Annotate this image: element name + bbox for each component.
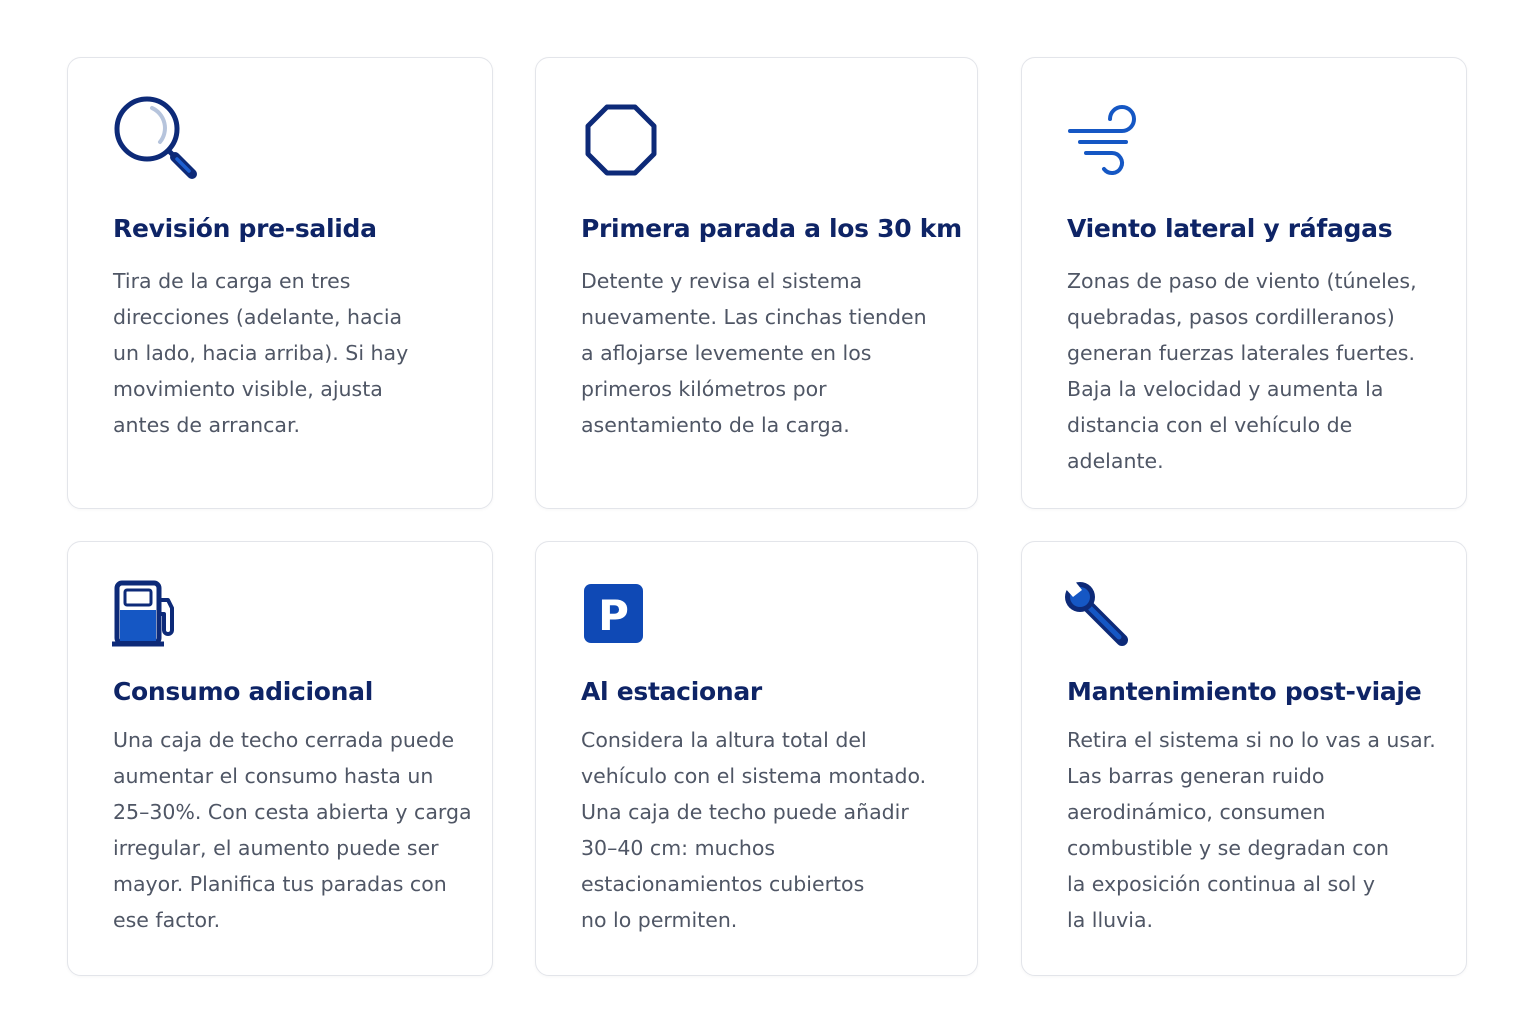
body-line: distancia con el vehículo de bbox=[1067, 413, 1353, 437]
card-title: Primera parada a los 30 km bbox=[581, 214, 962, 243]
octagon-stop-icon bbox=[584, 103, 658, 177]
body-line: Una caja de techo puede añadir bbox=[581, 800, 909, 824]
body-line: asentamiento de la carga. bbox=[581, 413, 850, 437]
body-line: mayor. Planifica tus paradas con bbox=[113, 872, 447, 896]
parking-icon bbox=[584, 584, 644, 644]
body-line: combustible y se degradan con bbox=[1067, 836, 1390, 860]
body-line: Detente y revisa el sistema bbox=[581, 269, 863, 293]
body-line: Tira de la carga en tres bbox=[113, 269, 351, 293]
tip-card-fuel-consumption bbox=[67, 541, 493, 976]
body-line: 30–40 cm: muchos bbox=[581, 836, 776, 860]
body-line: la lluvia. bbox=[1067, 908, 1154, 932]
wind-icon bbox=[1066, 100, 1146, 180]
wrench-icon bbox=[1062, 580, 1130, 648]
card-title: Consumo adicional bbox=[113, 677, 373, 706]
body-line: Baja la velocidad y aumenta la bbox=[1067, 377, 1384, 401]
body-line: aumentar el consumo hasta un bbox=[113, 764, 434, 788]
tip-card-pre-departure bbox=[67, 57, 493, 509]
body-line: antes de arrancar. bbox=[113, 413, 301, 437]
tip-card-parking bbox=[535, 541, 978, 976]
fuel-pump-icon bbox=[112, 580, 182, 650]
parking-letter: P bbox=[598, 591, 629, 640]
tip-card-first-stop bbox=[535, 57, 978, 509]
body-line: Zonas de paso de viento (túneles, bbox=[1067, 269, 1417, 293]
body-line: Considera la altura total del bbox=[581, 728, 867, 752]
card-body bbox=[113, 722, 472, 938]
body-line: 25–30%. Con cesta abierta y carga bbox=[113, 800, 472, 824]
card-title: Mantenimiento post-viaje bbox=[1067, 677, 1422, 706]
magnifying-glass-icon bbox=[112, 94, 202, 184]
card-title: Revisión pre-salida bbox=[113, 214, 377, 243]
card-body bbox=[1067, 722, 1436, 938]
card-body bbox=[1067, 263, 1417, 479]
body-line: no lo permiten. bbox=[581, 908, 738, 932]
body-line: nuevamente. Las cinchas tienden bbox=[581, 305, 927, 329]
body-line: generan fuerzas laterales fuertes. bbox=[1067, 341, 1415, 365]
body-line: un lado, hacia arriba). Si hay bbox=[113, 341, 409, 365]
body-line: quebradas, pasos cordilleranos) bbox=[1067, 305, 1395, 329]
tip-card-maintenance bbox=[1021, 541, 1467, 976]
body-line: vehículo con el sistema montado. bbox=[581, 764, 927, 788]
body-line: movimiento visible, ajusta bbox=[113, 377, 383, 401]
body-line: primeros kilómetros por bbox=[581, 377, 827, 401]
body-line: direcciones (adelante, hacia bbox=[113, 305, 403, 329]
card-body bbox=[581, 263, 927, 443]
body-line: estacionamientos cubiertos bbox=[581, 872, 865, 896]
body-line: irregular, el aumento puede ser bbox=[113, 836, 439, 860]
card-body bbox=[581, 722, 926, 938]
body-line: a aflojarse levemente en los bbox=[581, 341, 872, 365]
tip-card-crosswind bbox=[1021, 57, 1467, 509]
body-line: Una caja de techo cerrada puede bbox=[113, 728, 455, 752]
body-line: aerodinámico, consumen bbox=[1067, 800, 1326, 824]
body-line: ese factor. bbox=[113, 908, 221, 932]
body-line: Retira el sistema si no lo vas a usar. bbox=[1067, 728, 1436, 752]
card-title: Viento lateral y ráfagas bbox=[1067, 214, 1393, 243]
card-body bbox=[113, 263, 408, 443]
body-line: Las barras generan ruido bbox=[1067, 764, 1325, 788]
body-line: adelante. bbox=[1067, 449, 1164, 473]
card-title: Al estacionar bbox=[581, 677, 762, 706]
body-line: la exposición continua al sol y bbox=[1067, 872, 1376, 896]
